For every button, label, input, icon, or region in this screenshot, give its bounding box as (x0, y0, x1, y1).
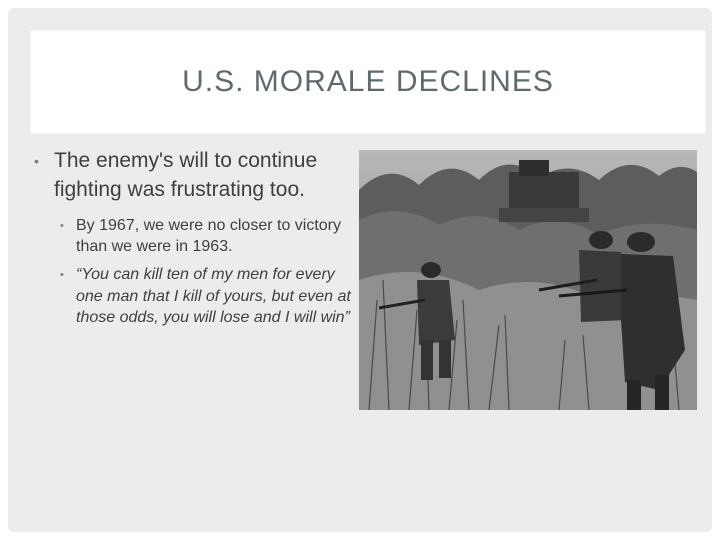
sub-bullet-list (34, 215, 352, 329)
bullet-main (34, 146, 352, 205)
sub-bullet-text: By 1967, we were no closer to victory than we were in 1963. (76, 216, 342, 256)
photo-drawing (359, 150, 697, 410)
bullet-icon: • (34, 153, 39, 169)
slide-frame (8, 8, 712, 532)
sub-bullet-icon: • (60, 268, 64, 281)
vietnam-soldiers-photo (359, 150, 697, 410)
title-box (30, 30, 706, 134)
sub-bullet-icon: • (60, 219, 64, 232)
sub-bullet-item (34, 264, 352, 329)
bullet-main-text: The enemy's will to continue fighting was frustrating too. (54, 149, 318, 202)
bullet-list (34, 146, 352, 335)
slide-title: U.S. MORALE DECLINES (182, 65, 554, 98)
sub-bullet-quote-text: “You can kill ten of my men for every one man that I kill of yours, but even at those odds, you will lose and I will win” (76, 265, 351, 327)
sub-bullet-item (34, 215, 352, 258)
